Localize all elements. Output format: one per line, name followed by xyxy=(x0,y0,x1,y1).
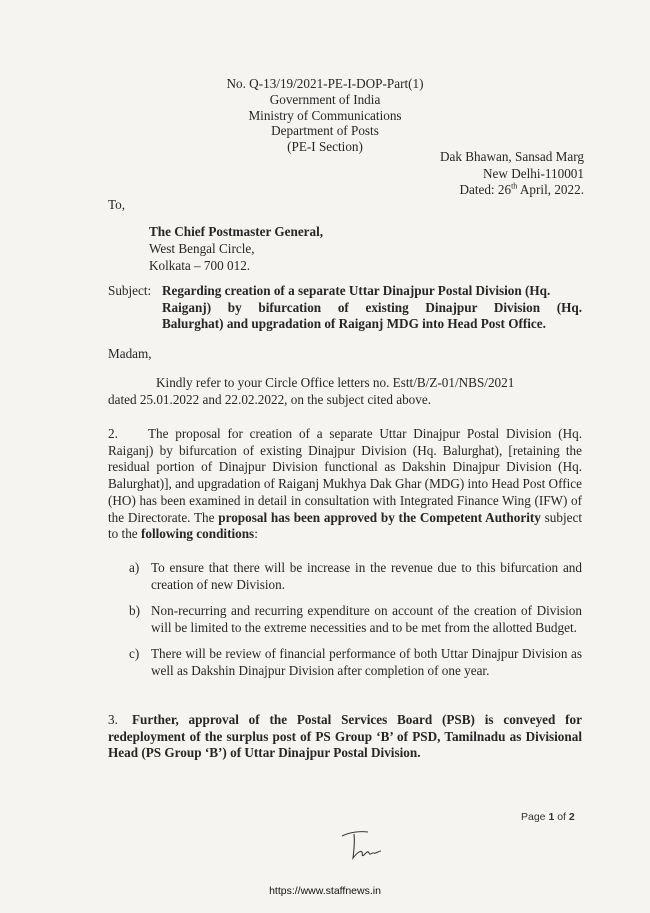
department-line: Department of Posts xyxy=(271,123,379,139)
paragraph-2-body: The proposal for creation of a separate Uttar Dinajpur Postal Division (Hq. Raiganj) by bifurcation of existing Dinajpur Division (Hq. Balurghat), [retaining the residual portion of Dinajpur Division functional as Dakshin Dinajpur Division (Hq. Balurghat)], and upgradation of Raiganj Mukhya Dak Ghar (MDG) into Head Post Office (HO) has been examined in detail in consultation with Integrated Finance Wing (IFW) of the Directorate. The xyxy=(108,426,582,525)
condition-marker: c) xyxy=(129,646,140,662)
recipient-address xyxy=(149,224,323,274)
date-rest: April, 2022. xyxy=(519,182,584,198)
recipient-circle: West Bengal Circle, xyxy=(149,240,255,256)
conditions-colon: : xyxy=(254,526,258,542)
date-suffix: th xyxy=(511,181,518,191)
ministry-line: Ministry of Communications xyxy=(248,107,402,123)
salutation: Madam, xyxy=(108,346,152,361)
to-label: To, xyxy=(108,197,126,212)
paragraph-2-connector: subject to the xyxy=(108,509,582,542)
paragraph-1 xyxy=(108,375,582,409)
section-line: (PE-I Section) xyxy=(287,139,363,155)
paragraph-3-text: Further, approval of the Postal Services Board (PSB) is conveyed for redeployment of the surplus post of PS Group ‘B’ of PSD, Tamilnadu as Divisional Head (PS Group ‘B’) of Uttar Dinajpur Postal Division. xyxy=(108,712,582,761)
conditions-heading: following conditions xyxy=(140,526,255,542)
condition-text: There will be review of financial performance of both Uttar Dinajpur Division as well as Dakshin Dinajpur Division after completion of one year. xyxy=(151,646,582,678)
condition-item xyxy=(129,560,582,593)
paragraph-2-number: 2. xyxy=(108,426,118,441)
footer-url: https://www.staffnews.in xyxy=(269,885,381,897)
conditions-list xyxy=(129,560,582,680)
sender-city: New Delhi-110001 xyxy=(483,165,584,181)
condition-item xyxy=(129,646,582,679)
recipient-title: The Chief Postmaster General, xyxy=(149,224,324,239)
letter-header xyxy=(0,76,650,155)
condition-marker: a) xyxy=(129,560,140,575)
sender-building: Dak Bhawan, Sansad Marg xyxy=(439,149,584,164)
subject-line-1: Regarding creation of a separate Uttar Dinajpur Postal Division (Hq. xyxy=(162,283,551,298)
condition-marker: b) xyxy=(129,603,140,619)
subject-line-3: Balurghat) and upgradation of Raiganj MDG into Head Post Office. xyxy=(162,316,546,332)
subject-label: Subject: xyxy=(108,283,152,298)
approval-statement: proposal has been approved by the Competent Authority xyxy=(218,509,541,525)
condition-text: Non-recurring and recurring expenditure on account of the creation of Division will be limited to the extreme necessities and to be met from the allotted Budget. xyxy=(151,603,582,635)
subject-block xyxy=(108,283,582,333)
page-prefix: Page xyxy=(521,811,546,823)
sender-address xyxy=(440,149,584,199)
condition-text: To ensure that there will be increase in the revenue due to this bifurcation and creation of new Division. xyxy=(151,560,582,592)
page-number xyxy=(521,811,575,823)
dated-label: Dated: xyxy=(459,182,495,198)
letter-date xyxy=(440,182,584,199)
page-current: 1 xyxy=(548,811,555,823)
condition-item xyxy=(129,603,582,636)
page-of: of xyxy=(557,811,566,823)
paragraph-1-line-1: Kindly refer to your Circle Office letters no. Estt/B/Z-01/NBS/2021 xyxy=(156,375,515,390)
date-day: 26 xyxy=(497,182,512,198)
signature-initials xyxy=(338,826,398,866)
file-number: No. Q-13/19/2021-PE-I-DOP-Part(1) xyxy=(226,76,424,91)
paragraph-3-number: 3. xyxy=(108,712,118,727)
government-line: Government of India xyxy=(269,91,381,107)
paragraph-1-line-2: dated 25.01.2022 and 22.02.2022, on the subject cited above. xyxy=(108,391,432,407)
paragraph-3 xyxy=(108,712,582,762)
recipient-city: Kolkata – 700 012. xyxy=(149,257,251,273)
subject-line-2: Raiganj) by bifurcation of existing Dinajpur Division (Hq. xyxy=(162,299,582,315)
paragraph-2 xyxy=(108,426,582,543)
page-total: 2 xyxy=(568,811,575,823)
